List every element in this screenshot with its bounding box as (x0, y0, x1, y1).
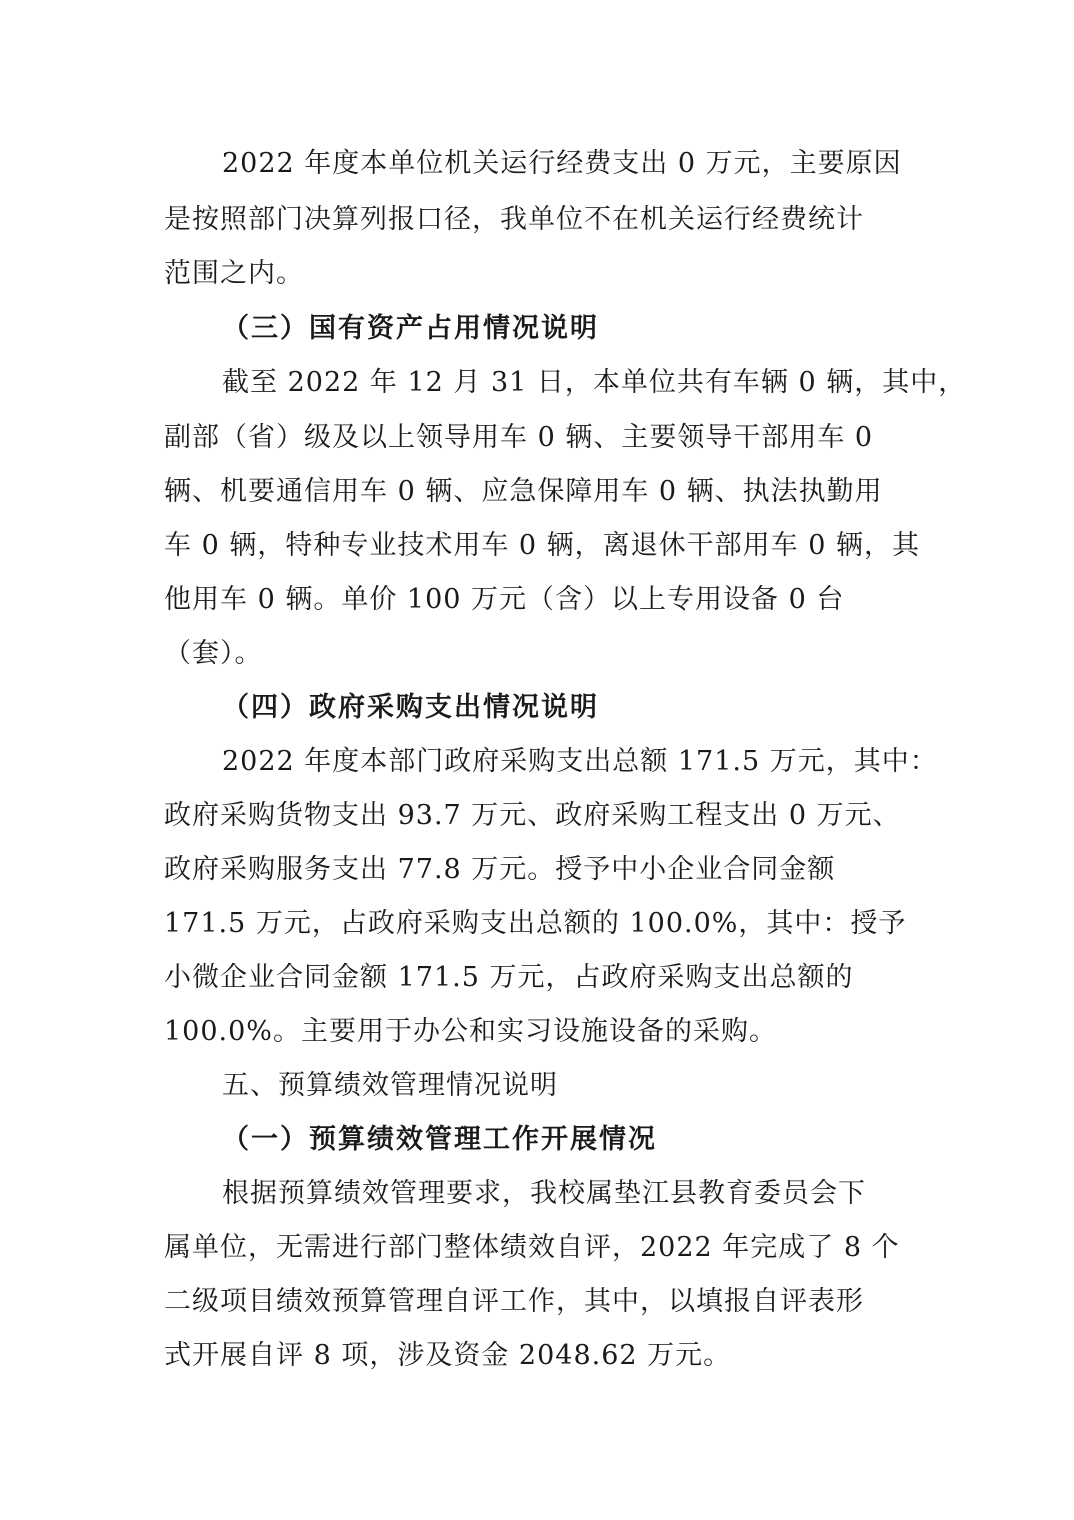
section-heading-state-assets: （三）国有资产占用情况说明 (222, 313, 599, 344)
text-line: 2022 年度本部门政府采购支出总额 171.5 万元，其中： (222, 746, 938, 777)
text-line: （套）。 (164, 638, 263, 669)
text-line: 属单位，无需进行部门整体绩效自评，2022 年完成了 8 个 (164, 1232, 900, 1263)
text-line: 二级项目绩效预算管理自评工作，其中，以填报自评表形 (164, 1286, 864, 1317)
text-line: 辆、机要通信用车 0 辆、应急保障用车 0 辆、执法执勤用 (164, 476, 883, 507)
text-line: 根据预算绩效管理要求，我校属垫江县教育委员会下 (222, 1178, 866, 1209)
text-line: 是按照部门决算列报口径，我单位不在机关运行经费统计 (164, 204, 864, 235)
text-line: 2022 年度本单位机关运行经费支出 0 万元，主要原因 (222, 148, 902, 179)
section-heading-procurement: （四）政府采购支出情况说明 (222, 692, 599, 723)
text-line: 副部（省）级及以上领导用车 0 辆、主要领导干部用车 0 (164, 422, 874, 453)
text-line: 截至 2022 年 12 月 31 日，本单位共有车辆 0 辆，其中， (222, 367, 967, 398)
text-line: 范围之内。 (164, 258, 304, 289)
text-line: 小微企业合同金额 171.5 万元，占政府采购支出总额的 (164, 962, 854, 993)
text-line: 车 0 辆，特种专业技术用车 0 辆，离退休干部用车 0 辆，其 (164, 530, 921, 561)
section-heading-performance-work: （一）预算绩效管理工作开展情况 (222, 1124, 657, 1155)
text-line: 171.5 万元，占政府采购支出总额的 100.0%，其中：授予 (164, 908, 907, 939)
text-line: 政府采购货物支出 93.7 万元、政府采购工程支出 0 万元、 (164, 800, 901, 831)
text-line: 政府采购服务支出 77.8 万元。授予中小企业合同金额 (164, 854, 836, 885)
text-line: 他用车 0 辆。单价 100 万元（含）以上专用设备 0 台 (164, 584, 845, 615)
section-title-performance: 五、预算绩效管理情况说明 (222, 1070, 558, 1101)
text-line: 式开展自评 8 项，涉及资金 2048.62 万元。 (164, 1340, 732, 1371)
text-line: 100.0%。主要用于办公和实习设施设备的采购。 (164, 1016, 777, 1047)
